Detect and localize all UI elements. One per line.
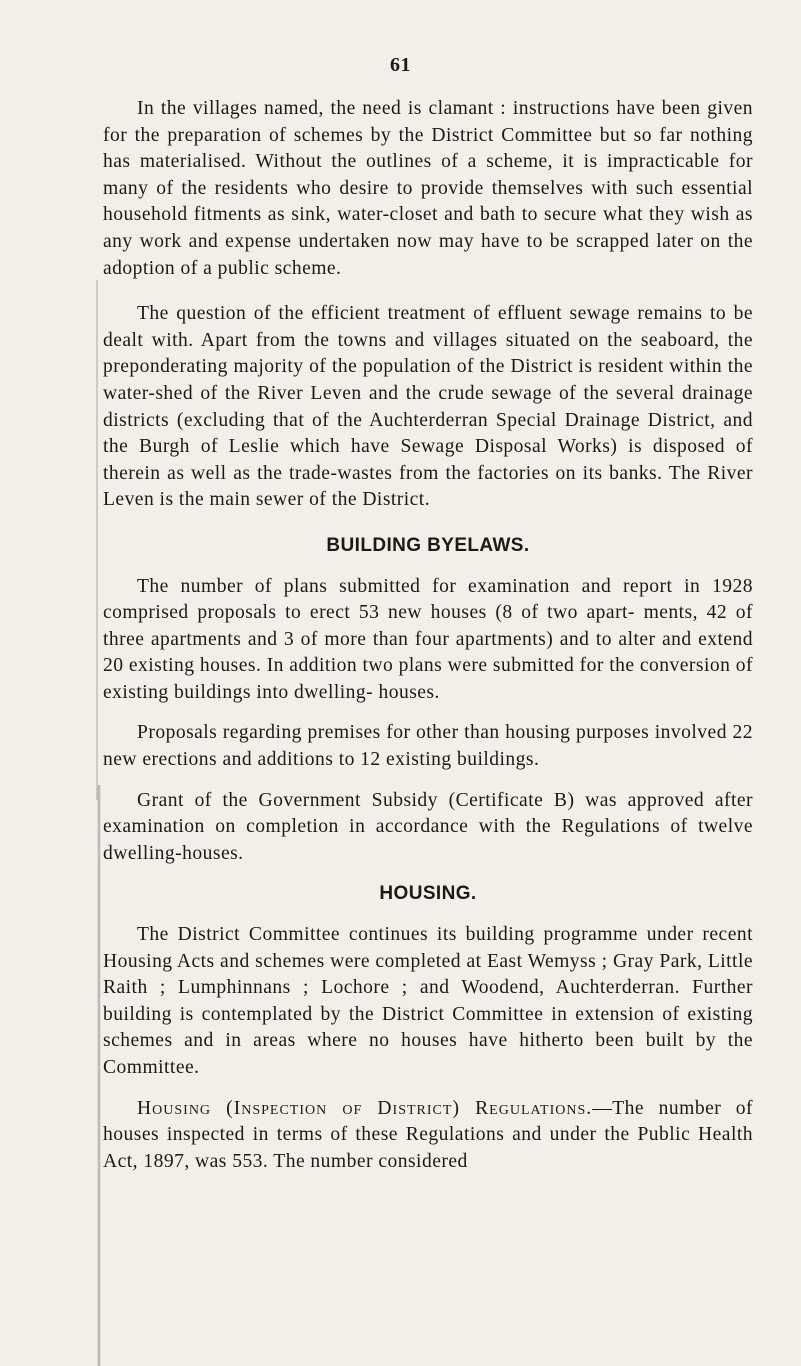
paragraph-building-programme: The District Committee continues its building programme under recent Housing Acts and schemes were completed at East Wemyss ; Gray Park, Little Raith ; Lumphinnans ; Lochore ; and Woodend, Auchterderran. Further building is contemplated by the District Committee in extension of existing schemes and in areas where no houses have hitherto been built by the Committee. [103, 924, 753, 1078]
paragraph-village-schemes: In the villages named, the need is clamant : instructions have been given for the preparation of schemes by the District Committee but so far nothing has materialised. Without the outlines of a scheme, it is impracticable for many of the residents who desire to provide themselves with such essential household fitments as sink, water-closet and bath to secure what they wish as any work and expense undertaken now may have to be scrapped later on the adoption of a public scheme. [103, 98, 753, 279]
paragraph-government-subsidy: Grant of the Government Subsidy (Certificate B) was approved after examination on completion in accordance with the Regulations of twelve dwelling-houses. [103, 789, 753, 864]
page-number: 61 [390, 54, 411, 76]
paragraph-housing-regulations [103, 1096, 753, 1176]
paragraph-plans-submitted: The number of plans submitted for examination and report in 1928 comprised proposals to erect 53 new houses (8 of two apart- ments, 42 of three apartments and 3 of more than four apartments) and to alter and extend 20 existing houses. In addition two plans were submitted for the conversion of existing buildings into dwelling- houses. [103, 575, 753, 703]
paragraph-other-premises: Proposals regarding premises for other than housing purposes involved 22 new erections and additions to 12 existing buildings. [103, 722, 753, 771]
paragraph-effluent-sewage: The question of the efficient treatment of effluent sewage remains to be dealt with. Apart from the towns and villages situated on the seaboard, the preponderating majority of the population of the District is resident within the water-shed of the River Leven and the crude sewage of the several drainage districts (excluding that of the Auchterderran Special Drainage District, and the Burgh of Leslie which have Sewage Disposal Works) is disposed of therein as well as the trade-wastes from the factories on its banks. The River Leven is the main sewer of the District. [103, 303, 753, 511]
body-text [103, 96, 753, 1194]
housing-regulations-lead: Housing (Inspection of District) Regulations. [137, 1097, 593, 1119]
scan-shadow-upper [96, 280, 98, 800]
heading-housing: HOUSING. [379, 883, 477, 905]
scan-shadow-lower [97, 785, 101, 1366]
heading-building-byelaws: BUILDING BYELAWS. [326, 534, 530, 556]
housing-regulations-text: —The number of houses inspected in terms of these Regulations and under the Public Health Act, 1897, was 553. The number considered [103, 1097, 753, 1172]
